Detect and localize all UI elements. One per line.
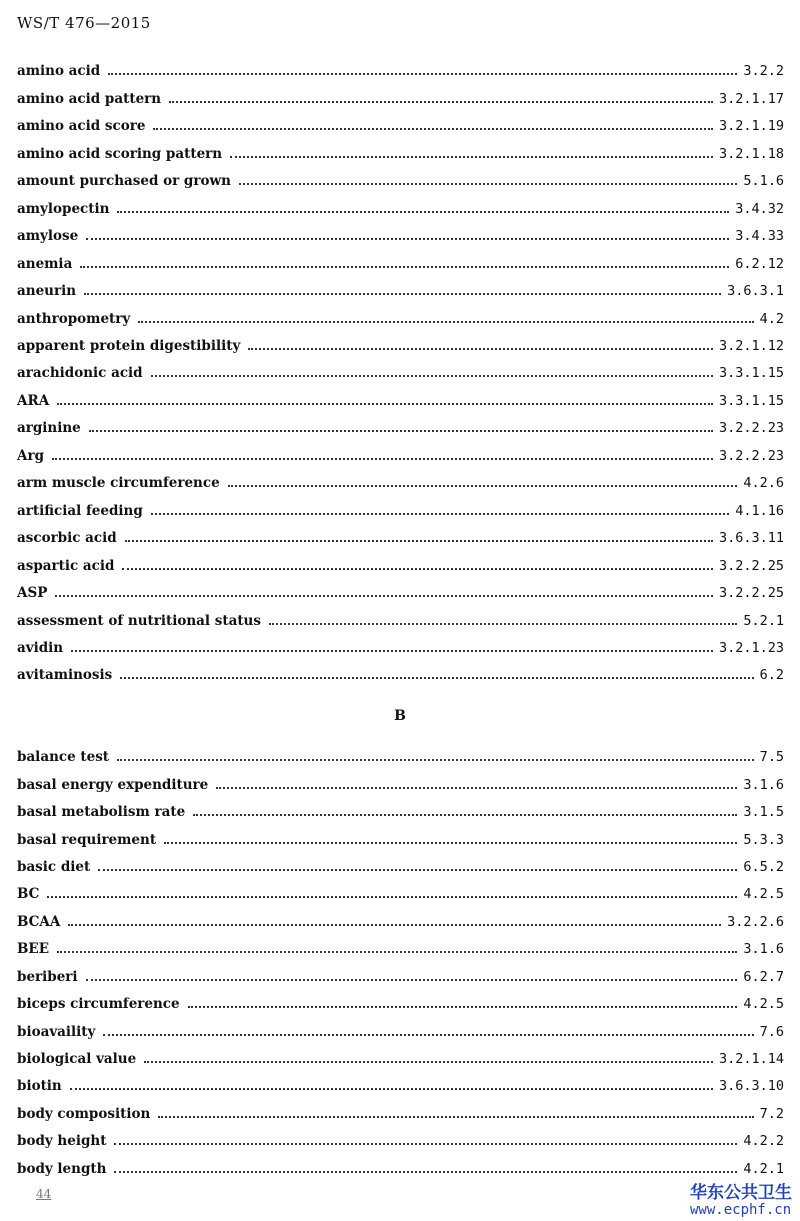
dot-leader [86, 238, 729, 240]
entry-ref: 3.2.1.12 [718, 338, 784, 354]
index-entry [17, 528, 784, 548]
dot-leader [122, 568, 713, 570]
index-entry [17, 775, 784, 795]
index-entry [17, 418, 784, 438]
entry-ref: 6.2.7 [743, 969, 784, 985]
index-entry [17, 747, 784, 767]
dot-leader [98, 869, 737, 871]
index-entry [17, 1022, 784, 1042]
index-entry [17, 1131, 784, 1151]
watermark-url: www.ecphf.cn [690, 1202, 792, 1218]
index-entry [17, 1159, 784, 1179]
entry-ref: 5.1.6 [743, 173, 784, 189]
entry-term: body length [17, 1161, 107, 1177]
page-number: 44 [36, 1187, 52, 1201]
entry-term: aneurin [17, 283, 77, 299]
dot-leader [117, 211, 729, 213]
index-entry [17, 363, 784, 383]
dot-leader [158, 1116, 753, 1118]
dot-leader [71, 650, 713, 652]
index-entry [17, 226, 784, 246]
entry-ref: 3.2.2.6 [727, 914, 784, 930]
dot-leader [52, 458, 713, 460]
index-entry [17, 199, 784, 219]
dot-leader [151, 513, 729, 515]
entry-ref: 6.2.12 [735, 256, 784, 272]
index-entry [17, 912, 784, 932]
dot-leader [216, 787, 737, 789]
index-entry [17, 857, 784, 877]
dot-leader [230, 156, 713, 158]
dot-leader [117, 759, 754, 761]
dot-leader [138, 321, 753, 323]
dot-leader [103, 1034, 753, 1036]
entry-ref: 3.1.5 [743, 804, 784, 820]
index-entry [17, 583, 784, 603]
dot-leader [57, 403, 713, 405]
index-entry [17, 89, 784, 109]
entry-ref: 3.2.1.18 [718, 146, 784, 162]
entry-term: assessment of nutritional status [17, 613, 261, 629]
dot-leader [68, 924, 721, 926]
dot-leader [70, 1088, 713, 1090]
entry-term: artificial feeding [17, 503, 143, 519]
dot-leader [193, 814, 737, 816]
entry-ref: 3.2.1.23 [718, 640, 784, 656]
dot-leader [188, 1006, 738, 1008]
dot-leader [114, 1171, 737, 1173]
index-entry [17, 638, 784, 658]
entry-term: bioavaility [17, 1024, 96, 1040]
dot-leader [114, 1143, 737, 1145]
entry-term: beriberi [17, 969, 78, 985]
entry-term: BCAA [17, 914, 61, 930]
index-entry [17, 391, 784, 411]
entry-ref: 4.1.16 [735, 503, 784, 519]
entry-ref: 3.6.3.10 [718, 1078, 784, 1094]
entry-ref: 5.2.1 [743, 613, 784, 629]
watermark-title: 华东公共卫生 [690, 1183, 792, 1203]
index-entry [17, 939, 784, 959]
entry-ref: 4.2 [759, 311, 784, 327]
entry-term: amount purchased or grown [17, 173, 231, 189]
entry-ref: 4.2.1 [743, 1161, 784, 1177]
dot-leader [108, 73, 737, 75]
entry-term: amylopectin [17, 201, 110, 217]
dot-leader [80, 266, 729, 268]
entry-term: avidin [17, 640, 64, 656]
dot-leader [239, 183, 737, 185]
entry-ref: 3.2.1.14 [718, 1051, 784, 1067]
index-entry [17, 556, 784, 576]
dot-leader [55, 595, 713, 597]
dot-leader [120, 677, 753, 679]
dot-leader [86, 979, 738, 981]
entry-ref: 7.6 [759, 1024, 784, 1040]
document-code: WS/T 476—2015 [17, 14, 151, 32]
entry-ref: 7.2 [759, 1106, 784, 1122]
entry-ref: 3.6.3.11 [718, 530, 784, 546]
index-entry [17, 665, 784, 685]
entry-term: amylose [17, 228, 79, 244]
entry-term: biotin [17, 1078, 62, 1094]
dot-leader [125, 540, 713, 542]
entry-ref: 3.4.32 [735, 201, 784, 217]
entry-ref: 3.2.2.23 [718, 420, 784, 436]
index-entry [17, 254, 784, 274]
entry-term: amino acid scoring pattern [17, 146, 223, 162]
index-entry [17, 144, 784, 164]
index-entry [17, 830, 784, 850]
dot-leader [89, 430, 713, 432]
dot-leader [84, 293, 721, 295]
entry-term: body composition [17, 1106, 151, 1122]
index-entry [17, 1049, 784, 1069]
entry-term: avitaminosis [17, 667, 113, 683]
dot-leader [151, 375, 713, 377]
entry-term: ARA [17, 393, 50, 409]
dot-leader [144, 1061, 713, 1063]
entry-term: basic diet [17, 859, 91, 875]
entry-ref: 3.2.1.19 [718, 118, 784, 134]
entry-term: basal metabolism rate [17, 804, 186, 820]
entry-term: ascorbic acid [17, 530, 117, 546]
entry-term: arachidonic acid [17, 365, 143, 381]
entry-ref: 3.3.1.15 [718, 393, 784, 409]
entry-ref: 4.2.6 [743, 475, 784, 491]
index-entry [17, 336, 784, 356]
section-letter-b: B [394, 708, 406, 724]
entry-ref: 3.2.1.17 [718, 91, 784, 107]
index-entry [17, 611, 784, 631]
entry-term: arginine [17, 420, 81, 436]
entry-ref: 4.2.5 [743, 996, 784, 1012]
entry-term: biological value [17, 1051, 137, 1067]
entry-term: anemia [17, 256, 73, 272]
entry-term: apparent protein digestibility [17, 338, 241, 354]
index-entry [17, 802, 784, 822]
dot-leader [153, 128, 713, 130]
entry-term: amino acid score [17, 118, 146, 134]
entry-ref: 3.1.6 [743, 941, 784, 957]
entry-term: basal requirement [17, 832, 157, 848]
entry-ref: 3.1.6 [743, 777, 784, 793]
dot-leader [248, 348, 713, 350]
index-entry [17, 967, 784, 987]
entry-term: basal energy expenditure [17, 777, 209, 793]
index-entry [17, 61, 784, 81]
entry-term: Arg [17, 448, 45, 464]
dot-leader [57, 951, 737, 953]
entry-ref: 4.2.5 [743, 886, 784, 902]
index-entry [17, 501, 784, 521]
entry-ref: 3.4.33 [735, 228, 784, 244]
index-entry [17, 1104, 784, 1124]
entry-term: aspartic acid [17, 558, 115, 574]
entry-ref: 5.3.3 [743, 832, 784, 848]
entry-ref: 3.2.2.23 [718, 448, 784, 464]
entry-ref: 6.2 [759, 667, 784, 683]
entry-term: body height [17, 1133, 107, 1149]
dot-leader [228, 485, 738, 487]
entry-term: amino acid pattern [17, 91, 162, 107]
entry-ref: 3.2.2.25 [718, 585, 784, 601]
index-entry [17, 171, 784, 191]
entry-ref: 6.5.2 [743, 859, 784, 875]
index-entry [17, 446, 784, 466]
dot-leader [269, 623, 737, 625]
index-entry [17, 309, 784, 329]
entry-ref: 3.3.1.15 [718, 365, 784, 381]
entry-term: BC [17, 886, 40, 902]
entry-term: ASP [17, 585, 48, 601]
dot-leader [164, 842, 737, 844]
index-entry [17, 473, 784, 493]
entry-term: BEE [17, 941, 49, 957]
dot-leader [47, 896, 737, 898]
dot-leader [169, 101, 713, 103]
index-entry [17, 994, 784, 1014]
entry-ref: 4.2.2 [743, 1133, 784, 1149]
entry-term: biceps circumference [17, 996, 180, 1012]
index-entry [17, 281, 784, 301]
entry-ref: 3.2.2.25 [718, 558, 784, 574]
entry-term: arm muscle circumference [17, 475, 220, 491]
entry-term: balance test [17, 749, 110, 765]
index-entry [17, 884, 784, 904]
entry-term: anthropometry [17, 311, 131, 327]
entry-ref: 3.2.2 [743, 63, 784, 79]
index-entry [17, 116, 784, 136]
entry-term: amino acid [17, 63, 101, 79]
entry-ref: 3.6.3.1 [727, 283, 784, 299]
entry-ref: 7.5 [759, 749, 784, 765]
index-entry [17, 1076, 784, 1096]
